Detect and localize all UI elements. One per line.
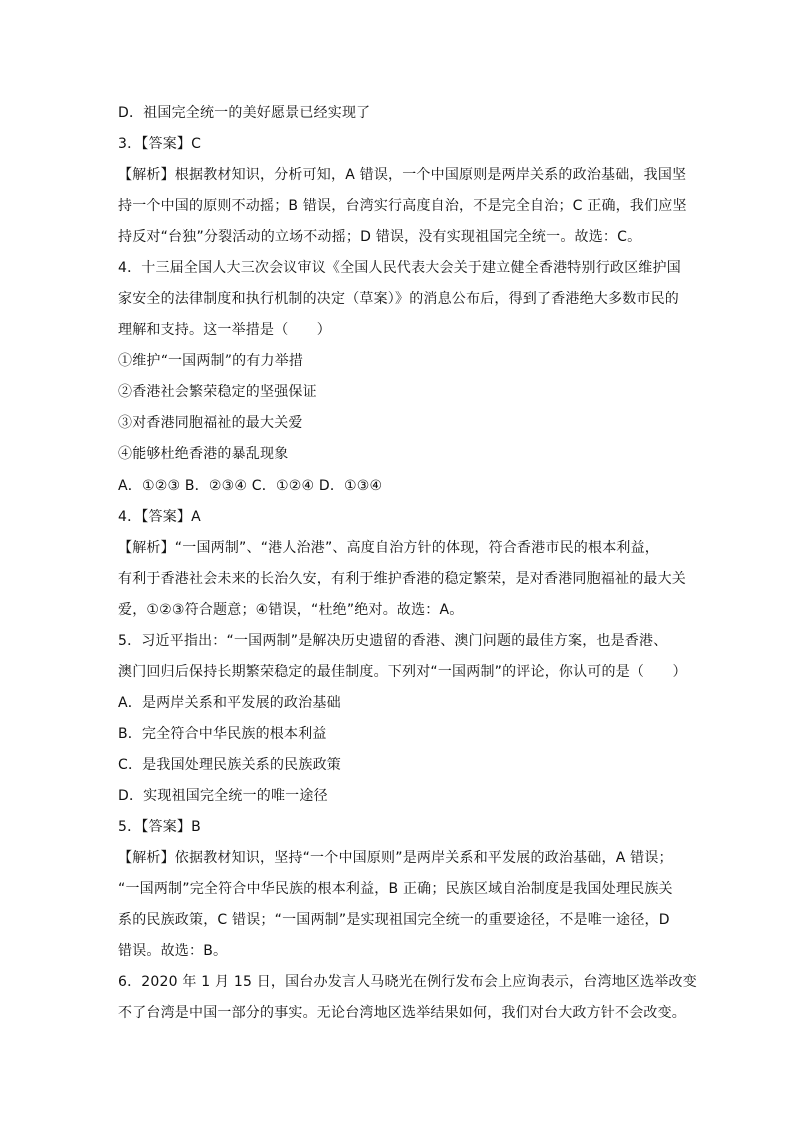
analysis-q5-line3: 系的民族政策，C 错误；“一国两制”是实现祖国完全统一的重要途径，不是唯一途径，D [118, 912, 670, 928]
option-c-q5: C．是我国处理民族关系的民族政策 [118, 757, 341, 773]
analysis-q4-line2: 有利于香港社会未来的长治久安，有利于维护香港的稳定繁荣，是对香港同胞福祉的最大关 [118, 571, 686, 587]
option-b-q5: B．完全符合中华民族的根本利益 [118, 726, 327, 742]
analysis-q5-line4: 错误。故选：B。 [118, 943, 228, 959]
option-a-q5: A．是两岸关系和平发展的政治基础 [118, 695, 341, 711]
answer-q3: 3．【答案】C [118, 136, 202, 152]
statement-4-q4: ④能够杜绝香港的暴乱现象 [118, 446, 289, 462]
analysis-q5-line2: “一国两制”完全符合中华民族的根本利益，B 正确；民族区域自治制度是我国处理民族关 [118, 881, 673, 897]
statement-1-q4: ①维护“一国两制”的有力举措 [118, 353, 304, 369]
question-4-line2: 家安全的法律制度和执行机制的决定（草案）》的消息公布后，得到了香港绝大多数市民的 [118, 291, 679, 307]
answer-q4: 4．【答案】A [118, 509, 201, 525]
analysis-q3-line1: 【解析】根据教材知识，分析可知，A 错误，一个中国原则是两岸关系的政治基础，我国坚 [118, 167, 687, 183]
analysis-q3-line3: 持反对“台独”分裂活动的立场不动摇；D 错误，没有实现祖国完全统一。故选：C。 [118, 229, 642, 245]
option-d-q3: D．祖国完全统一的美好愿景已经实现了 [118, 105, 371, 121]
analysis-q3-line2: 持一个中国的原则不动摇；B 错误，台湾实行高度自治，不是完全自治；C 正确，我们应坚 [118, 198, 687, 214]
analysis-q4-line3: 爱，①②③符合题意；④错误，“杜绝”绝对。故选：A。 [118, 602, 464, 618]
statement-3-q4: ③对香港同胞福祉的最大关爱 [118, 415, 303, 431]
question-6-line1: 6．2020 年 1 月 15 日，国台办发言人马晓光在例行发布会上应询表示，台湾地区选举改变 [118, 974, 697, 990]
analysis-q4-line1: 【解析】“一国两制”、“港人治港”、高度自治方针的体现，符合香港市民的根本利益， [118, 540, 660, 556]
statement-2-q4: ②香港社会繁荣稳定的坚强保证 [118, 384, 317, 400]
options-q4: A．①②③ B．②③④ C．①②④ D．①③④ [118, 478, 383, 494]
question-4-line1: 4．十三届全国人大三次会议审议《全国人民代表大会关于建立健全香港特别行政区维护国 [118, 260, 681, 276]
option-d-q5: D．实现祖国完全统一的唯一途径 [118, 788, 328, 804]
question-4-line3: 理解和支持。这一举措是（ ） [118, 322, 331, 338]
question-5-line1: 5．习近平指出：“一国两制”是解决历史遗留的香港、澳门问题的最佳方案，也是香港、 [118, 633, 668, 649]
question-5-line2: 澳门回归后保持长期繁荣稳定的最佳制度。下列对“一国两制”的评论，你认可的是（ ） [118, 664, 687, 680]
question-6-line2: 不了台湾是中国一部分的事实。无论台湾地区选举结果如何，我们对台大政方针不会改变。 [118, 1005, 686, 1021]
answer-q5: 5．【答案】B [118, 819, 201, 835]
analysis-q5-line1: 【解析】依据教材知识，坚持“一个中国原则”是两岸关系和平发展的政治基础，A 错误； [118, 850, 673, 866]
